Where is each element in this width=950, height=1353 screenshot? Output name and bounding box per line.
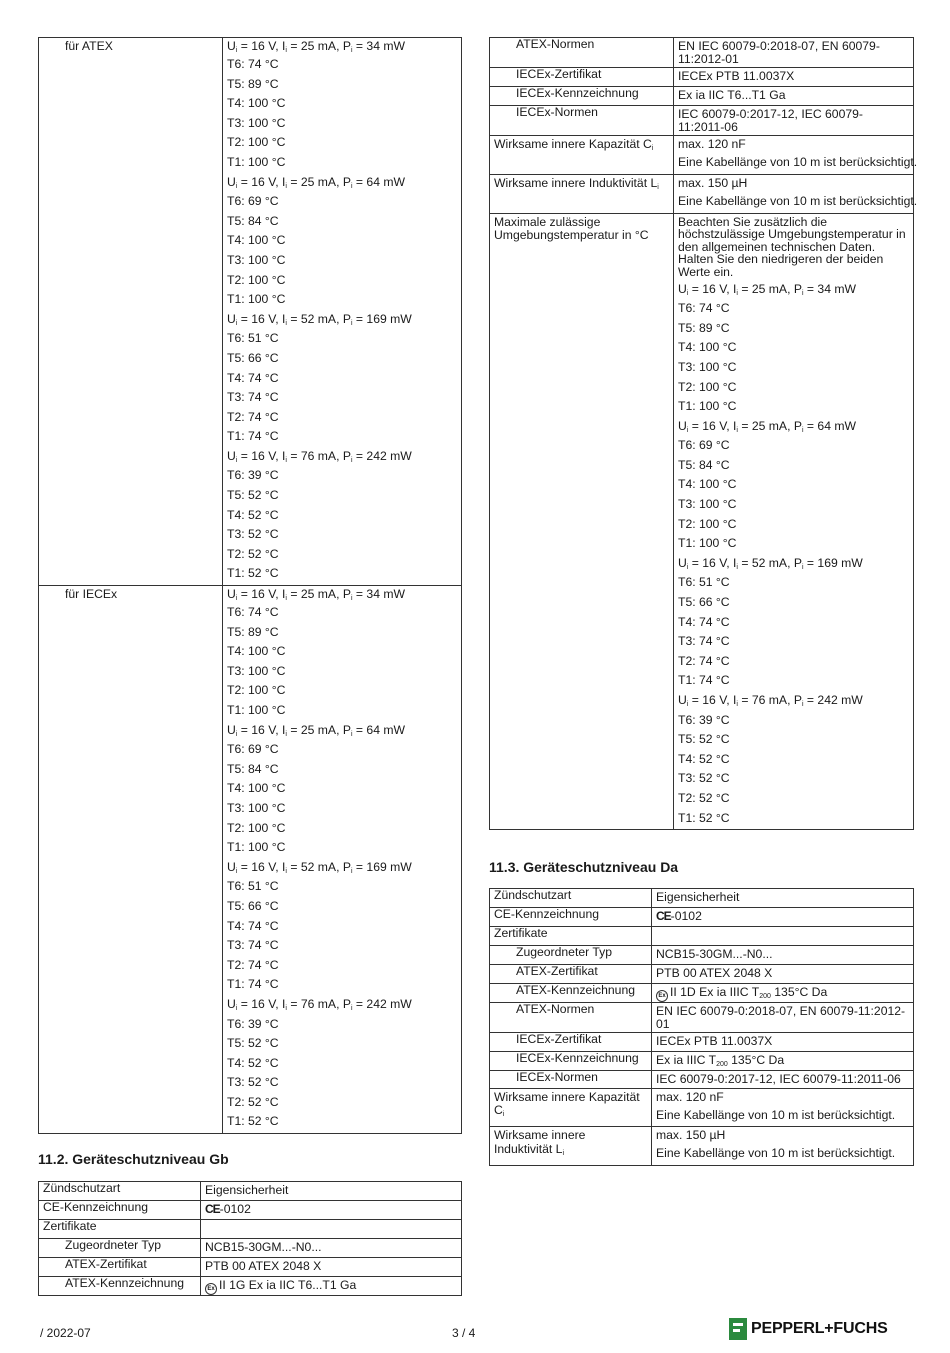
value-line: $U_i = 16$ V, $I_i = 25$ mA, $P_i = 34$ mW (227, 587, 406, 603)
value-line: Ex II 1G Ex ia IIC T6...T1 Ga (201, 1277, 461, 1295)
row-value (652, 965, 914, 984)
value-line: T4: 100 °C (678, 340, 737, 355)
cert-row (490, 136, 914, 175)
row-label: CE-Kennzeichnung (39, 1201, 201, 1220)
row-value (674, 38, 914, 68)
gb-row (39, 1220, 462, 1239)
row-label: Maximale zulässige Umgebungstemperatur in °C (490, 213, 674, 830)
row-value (674, 87, 914, 106)
value-line: T2: 100 °C (227, 683, 286, 698)
row-label: für IECEx (39, 586, 223, 1134)
row-label: ATEX-Zertifikat (39, 1258, 201, 1277)
value-line: EN IEC 60079-0:2018-07, EN 60079-11:2012-01 (678, 39, 880, 66)
value-line: Eine Kabellänge von 10 m ist berücksichtigt. (678, 155, 918, 170)
value-line: T3: 74 °C (227, 390, 279, 405)
row-value (201, 1201, 462, 1220)
cert-row (490, 106, 914, 136)
cert-row (490, 68, 914, 87)
value-line: T1: 74 °C (678, 673, 730, 688)
value-line: Eigensicherheit (656, 890, 740, 904)
value-line: CE-0102 (656, 909, 702, 923)
row-label: Zertifikate (490, 927, 652, 946)
gb-row (39, 1201, 462, 1220)
value-line: max. 150 µH (678, 175, 748, 190)
value-line: T3: 100 °C (227, 800, 286, 815)
gb-table (38, 1181, 462, 1296)
da-row (490, 1003, 914, 1033)
value-line: $U_i = 16$ V, $I_i = 25$ mA, $P_i = 34$ mW (678, 281, 857, 297)
gb-row (39, 1277, 462, 1296)
footer-date: / 2022-07 (40, 1326, 91, 1340)
da-row (490, 946, 914, 965)
value-line: T3: 52 °C (678, 771, 730, 786)
value-line: $U_i = 16$ V, $I_i = 76$ mA, $P_i = 242$ mW (678, 693, 863, 708)
row-value (201, 1277, 462, 1296)
value-line: T2: 74 °C (227, 409, 279, 424)
value-line: T6: 51 °C (678, 575, 730, 590)
row-value (674, 106, 914, 136)
value-line: T1: 100 °C (678, 399, 737, 414)
da-row (490, 965, 914, 984)
value-line: T5: 89 °C (227, 624, 279, 639)
left-column (38, 37, 462, 1292)
row-label: ATEX-Normen (490, 38, 674, 68)
value-line: $U_i = 16$ V, $I_i = 52$ mA, $P_i = 169$ mW (678, 555, 863, 571)
value-line: $U_i = 16$ V, $I_i = 25$ mA, $P_i = 64$ mW (678, 418, 857, 434)
value-line: T5: 52 °C (227, 1036, 279, 1051)
row-label: IECEx-Normen (490, 1071, 652, 1089)
ex-mark-icon: Ex (656, 990, 668, 1002)
value-line: $U_i = 16$ V, $I_i = 76$ mA, $P_i = 242$ mW (227, 448, 412, 464)
row-label: IECEx-Kennzeichnung (490, 87, 674, 106)
value-line: PTB 00 ATEX 2048 X (656, 966, 773, 980)
row-label: IECEx-Zertifikat (490, 68, 674, 87)
value-line: T3: 100 °C (678, 497, 737, 512)
row-value (652, 1088, 914, 1127)
brand-logo-icon (729, 1318, 747, 1340)
value-line: Eine Kabellänge von 10 m ist berücksichtigt. (678, 193, 918, 208)
value-line: T1: 100 °C (227, 840, 286, 855)
value-line: T3: 74 °C (678, 634, 730, 649)
row-label: Wirksame innere Induktivität $L_i$ (490, 1127, 652, 1166)
row-label: Wirksame innere Kapazität $C_i$ (490, 1088, 652, 1127)
right-column (489, 37, 918, 1161)
value-line: T2: 100 °C (678, 516, 737, 531)
row-value (201, 1220, 462, 1239)
value-line: T3: 52 °C (227, 527, 279, 542)
value-line: T4: 100 °C (227, 96, 286, 111)
value-line: T4: 100 °C (227, 644, 286, 659)
cert-row (490, 38, 914, 68)
value-line: T1: 52 °C (678, 810, 730, 825)
value-line: T3: 100 °C (227, 252, 286, 267)
row-label: IECEx-Normen (490, 106, 674, 136)
value-line: T1: 100 °C (227, 154, 286, 169)
value-line: T3: 100 °C (227, 115, 286, 130)
value-line: T5: 84 °C (227, 213, 279, 228)
gb-row (39, 1258, 462, 1277)
value-line: T1: 100 °C (227, 292, 286, 307)
row-value (652, 1127, 914, 1166)
value-line: T6: 39 °C (227, 468, 279, 483)
value-line: T6: 74 °C (227, 57, 279, 71)
value-line: $U_i = 16$ V, $I_i = 76$ mA, $P_i = 242$ mW (227, 996, 412, 1012)
row-value (652, 1052, 914, 1071)
value-line: T6: 69 °C (227, 742, 279, 757)
value-line: T4: 100 °C (227, 233, 286, 248)
value-line: T1: 100 °C (227, 703, 286, 717)
table-row-temperature (490, 213, 914, 830)
row-label: CE-Kennzeichnung (490, 908, 652, 927)
section-title-gb: 11.2. Geräteschutzniveau Gb (38, 1151, 229, 1167)
value-line: $U_i = 16$ V, $I_i = 25$ mA, $P_i = 64$ mW (227, 174, 406, 190)
row-value (652, 927, 914, 946)
value-line: T4: 100 °C (678, 477, 737, 492)
certificates-table-right (489, 37, 918, 830)
brand-name: PEPPERL+FUCHS (751, 1320, 888, 1337)
row-value (223, 586, 462, 1134)
da-row (490, 1088, 914, 1127)
row-label: ATEX-Zertifikat (490, 965, 652, 984)
value-line: CE-0102 (205, 1202, 251, 1216)
value-line: T2: 52 °C (227, 1094, 279, 1109)
row-value (652, 984, 914, 1003)
value-line: T3: 100 °C (678, 359, 737, 374)
value-line: Eine Kabellänge von 10 m ist berücksichtigt. (656, 1146, 896, 1161)
value-line: T3: 100 °C (227, 663, 286, 678)
value-line: Ex ia IIIC $T_{200}$ 135°C Da (656, 1053, 785, 1069)
gb-row (39, 1239, 462, 1258)
value-line (652, 927, 913, 945)
value-line: T6: 51 °C (227, 879, 279, 894)
row-value (674, 68, 914, 87)
row-label: Wirksame innere Kapazität $C_i$ (490, 136, 674, 175)
value-line: max. 120 nF (656, 1089, 724, 1104)
row-label: ATEX-Normen (490, 1003, 652, 1033)
da-row (490, 1127, 914, 1166)
value-line: IECEx PTB 11.0037X (678, 69, 795, 84)
value-line: T5: 66 °C (227, 898, 279, 913)
value-line: Ex ia IIC T6...T1 Ga (678, 88, 786, 103)
value-line: EN IEC 60079-0:2018-07, EN 60079-11:2012-01 (656, 1004, 906, 1031)
row-label: IECEx-Kennzeichnung (490, 1052, 652, 1071)
value-line: $U_i = 16$ V, $I_i = 25$ mA, $P_i = 64$ mW (227, 722, 406, 738)
value-line: T5: 52 °C (227, 488, 279, 503)
da-row (490, 984, 914, 1003)
value-line: T6: 69 °C (227, 194, 279, 209)
row-value (674, 213, 914, 830)
row-value (201, 1258, 462, 1277)
value-line: T4: 52 °C (227, 507, 279, 522)
value-line: T6: 74 °C (227, 605, 279, 620)
value-line: $U_i = 16$ V, $I_i = 25$ mA, $P_i = 34$ mW (227, 39, 406, 54)
row-value (201, 1239, 462, 1258)
value-line: T5: 89 °C (227, 76, 279, 91)
value-line (201, 1220, 461, 1238)
value-line: T4: 74 °C (227, 370, 279, 385)
value-line: NCB15-30GM...-N0... (205, 1240, 322, 1254)
value-line: T5: 66 °C (227, 350, 279, 365)
value-line: T2: 52 °C (227, 546, 279, 561)
value-line: $U_i = 16$ V, $I_i = 52$ mA, $P_i = 169$ mW (227, 859, 412, 875)
row-value (652, 1071, 914, 1089)
temperature-table-left (38, 37, 462, 1134)
ex-mark-icon: Ex (205, 1283, 217, 1295)
row-value (223, 38, 462, 586)
cert-row (490, 174, 914, 213)
value-line: T3: 74 °C (227, 938, 279, 953)
value-line: T5: 52 °C (678, 732, 730, 747)
da-row (490, 889, 914, 908)
row-label: IECEx-Zertifikat (490, 1033, 652, 1052)
value-line: T6: 39 °C (227, 1016, 279, 1031)
row-value (652, 1033, 914, 1052)
row-label: ATEX-Kennzeichnung (490, 984, 652, 1003)
da-row (490, 1071, 914, 1089)
value-line: IECEx PTB 11.0037X (656, 1034, 773, 1049)
row-label: Wirksame innere Induktivität $L_i$ (490, 174, 674, 213)
value-line: T1: 74 °C (227, 977, 279, 992)
value-line: max. 120 nF (678, 137, 746, 152)
da-row (490, 908, 914, 927)
value-line: T4: 74 °C (227, 918, 279, 933)
value-line: T1: 74 °C (227, 429, 279, 444)
value-line: T6: 39 °C (678, 712, 730, 727)
value-line: T2: 100 °C (227, 820, 286, 835)
value-line: T1: 100 °C (678, 536, 737, 551)
da-row (490, 927, 914, 946)
value-line: T2: 100 °C (227, 272, 286, 287)
da-row (490, 1052, 914, 1071)
value-line: T1: 52 °C (227, 566, 279, 581)
footer-page-number: 3 / 4 (452, 1326, 476, 1340)
row-value (201, 1182, 462, 1201)
value-line: T6: 69 °C (678, 438, 730, 453)
value-line: T5: 84 °C (678, 457, 730, 472)
row-label: Zertifikate (39, 1220, 201, 1239)
value-line: T2: 100 °C (678, 379, 737, 394)
da-row (490, 1033, 914, 1052)
value-line: T4: 100 °C (227, 781, 286, 796)
value-line: IEC 60079-0:2017-12, IEC 60079-11:2011-06 (678, 107, 863, 134)
row-value (652, 946, 914, 965)
value-line: T4: 74 °C (678, 614, 730, 629)
value-line: IEC 60079-0:2017-12, IEC 60079-11:2011-06 (656, 1072, 901, 1087)
value-line: T3: 52 °C (227, 1075, 279, 1090)
row-value (674, 136, 918, 175)
da-table (489, 888, 914, 1166)
value-line: T6: 51 °C (227, 331, 279, 346)
table-row (39, 38, 462, 586)
row-label: Zündschutzart (39, 1182, 201, 1201)
row-label: Zündschutzart (490, 889, 652, 908)
value-line: max. 150 µH (656, 1128, 726, 1143)
value-line: T2: 74 °C (227, 957, 279, 972)
value-line: T1: 52 °C (227, 1114, 279, 1129)
value-line: Eine Kabellänge von 10 m ist berücksichtigt. (656, 1107, 896, 1122)
ce-mark-icon: CE (205, 1202, 220, 1216)
value-line: T4: 52 °C (227, 1055, 279, 1070)
row-label: ATEX-Kennzeichnung (39, 1277, 201, 1296)
section-title-da: 11.3. Geräteschutzniveau Da (489, 859, 679, 875)
cert-row (490, 87, 914, 106)
value-line: T2: 52 °C (678, 790, 730, 805)
row-label: Zugeordneter Typ (39, 1239, 201, 1258)
value-line: T2: 100 °C (227, 135, 286, 150)
value-line: $U_i = 16$ V, $I_i = 52$ mA, $P_i = 169$ mW (227, 311, 412, 327)
table-row (39, 586, 462, 1134)
row-value (652, 889, 914, 908)
gb-row (39, 1182, 462, 1201)
value-line: T2: 74 °C (678, 653, 730, 668)
value-line: T5: 89 °C (678, 320, 730, 335)
value-line: T5: 84 °C (227, 761, 279, 776)
row-value (652, 1003, 914, 1033)
value-line: T5: 66 °C (678, 595, 730, 610)
value-line: PTB 00 ATEX 2048 X (205, 1259, 322, 1273)
temperature-note: Beachten Sie zusätzlich die höchstzulässige Umgebungstemperatur in den allgemeinen technischen Daten. Halten Sie den niedrigeren der beiden Werte ein. (678, 214, 906, 279)
value-line: T4: 52 °C (678, 751, 730, 766)
value-line: T6: 74 °C (678, 301, 730, 316)
row-label: Zugeordneter Typ (490, 946, 652, 965)
row-value (652, 908, 914, 927)
value-line: NCB15-30GM...-N0... (656, 947, 773, 961)
value-line: Ex II 1D Ex ia IIIC $T_{200}$ 135°C Da (652, 984, 913, 1002)
row-label: für ATEX (39, 38, 223, 586)
value-line: Eigensicherheit (205, 1183, 289, 1197)
row-value (674, 174, 918, 213)
brand-logo (729, 1318, 888, 1340)
ce-mark-icon: CE (656, 909, 671, 923)
